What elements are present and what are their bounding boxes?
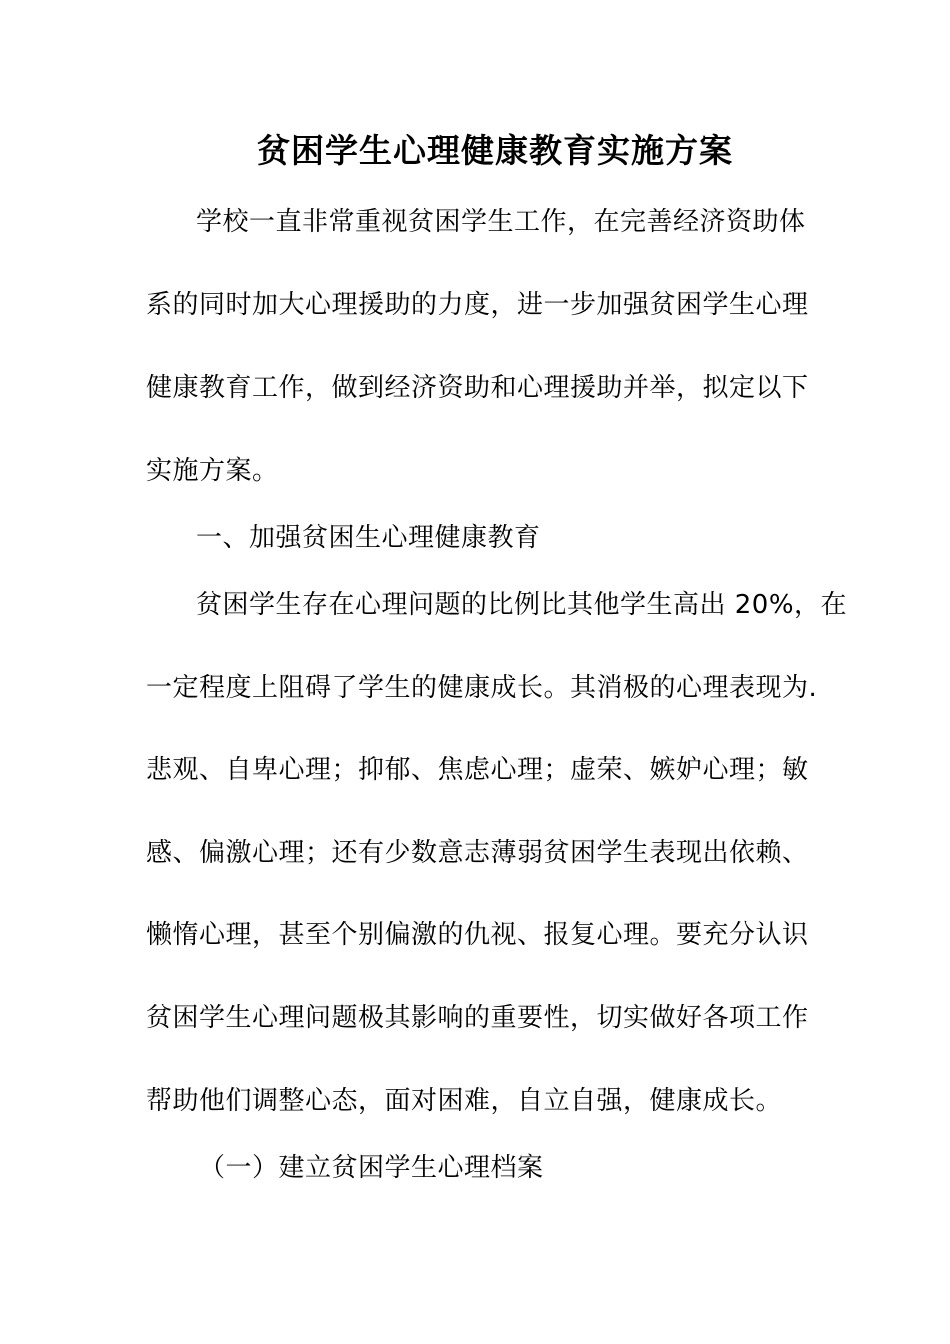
section-1-heading: 一、加强贫困生心理健康教育 — [196, 523, 541, 553]
document-title: 贫困学生心理健康教育实施方案 — [257, 131, 733, 170]
intro-line-3: 健康教育工作，做到经济资助和心理援助并举，拟定以下 — [146, 373, 809, 403]
section-1-line-1: 贫困学生存在心理问题的比例比其他学生高出 20%，在 — [196, 590, 848, 620]
section-1-line-7: 帮助他们调整心态，面对困难，自立自强，健康成长。 — [146, 1086, 783, 1116]
section-1-line-4: 感、偏激心理；还有少数意志薄弱贫困学生表现出依赖、 — [146, 838, 809, 868]
intro-line-2: 系的同时加大心理援助的力度，进一步加强贫困学生心理 — [146, 290, 809, 320]
intro-line-1: 学校一直非常重视贫困学生工作，在完善经济资助体 — [196, 207, 806, 237]
section-1-line-5: 懒惰心理，甚至个别偏激的仇视、报复心理。要充分认识 — [146, 920, 809, 950]
section-1-line-3: 悲观、自卑心理；抑郁、焦虑心理；虚荣、嫉妒心理；敏 — [146, 755, 809, 785]
intro-line-4: 实施方案。 — [146, 456, 279, 486]
section-1-line-6: 贫困学生心理问题极其影响的重要性，切实做好各项工作 — [146, 1003, 809, 1033]
section-1-line-2: 一定程度上阻碍了学生的健康成长。其消极的心理表现为. — [146, 673, 818, 703]
subsection-1-heading: （一）建立贫困学生心理档案 — [199, 1153, 544, 1183]
